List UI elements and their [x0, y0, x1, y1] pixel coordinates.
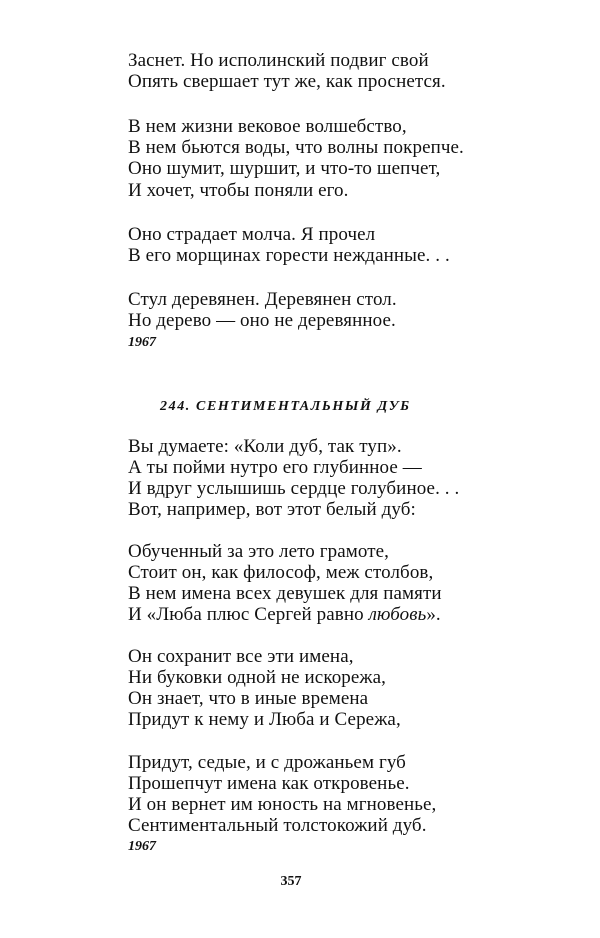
poem-line: Придут, седые, и с дрожаньем губ	[128, 752, 406, 773]
poem-line: Заснет. Но исполинский подвиг свой	[128, 50, 429, 71]
poem-line: Придут к нему и Люба и Сережа,	[128, 709, 401, 730]
poem-line: Вы думаете: «Коли дуб, так туп».	[128, 436, 402, 457]
poem-line: Оно шумит, шуршит, и что-то шепчет,	[128, 158, 441, 179]
poem-line: Оно страдает молча. Я прочел	[128, 224, 376, 245]
poem-line: В его морщинах горести нежданные. . .	[128, 245, 450, 266]
poem-line: Стоит он, как философ, меж столбов,	[128, 562, 434, 583]
poem-line: Он знает, что в иные времена	[128, 688, 369, 709]
poem-title: 244. СЕНТИМЕНТАЛЬНЫЙ ДУБ	[160, 399, 411, 414]
page-number: 357	[280, 874, 302, 889]
poem-line: Обученный за это лето грамоте,	[128, 541, 390, 562]
poem-line: И хочет, чтобы поняли его.	[128, 180, 349, 201]
poem-line: Сентиментальный толстокожий дуб.	[128, 815, 427, 836]
poem-line: Прошепчут имена как откровенье.	[128, 773, 410, 794]
poem-line: Он сохранит все эти имена,	[128, 646, 354, 667]
italic-word: любовь	[368, 604, 427, 625]
poem-line-with-italic	[128, 604, 441, 626]
poem-line-text: И «Люба плюс Сергей равно	[128, 604, 369, 625]
poem-line: Стул деревянен. Деревянен стол.	[128, 289, 397, 310]
poem-line: А ты пойми нутро его глубинное —	[128, 457, 422, 478]
poem-line: В нем жизни вековое волшебство,	[128, 116, 407, 137]
poem-line: В нем бьются воды, что волны покрепче.	[128, 137, 464, 158]
poem-line: Ни буковки одной не искорежа,	[128, 667, 387, 688]
poem-line: В нем имена всех девушек для памяти	[128, 583, 442, 604]
poem-line: И вдруг услышишь сердце голубиное. . .	[128, 478, 460, 499]
poem-line: Но дерево — оно не деревянное.	[128, 310, 396, 331]
poem-year: 1967	[128, 335, 156, 350]
poem-line: И он вернет им юность на мгновенье,	[128, 794, 437, 815]
poem-line: Опять свершает тут же, как проснется.	[128, 71, 446, 92]
poem-line: Вот, например, вот этот белый дуб:	[128, 499, 416, 520]
closing-quote: ».	[426, 604, 441, 625]
poem-year: 1967	[128, 839, 156, 854]
